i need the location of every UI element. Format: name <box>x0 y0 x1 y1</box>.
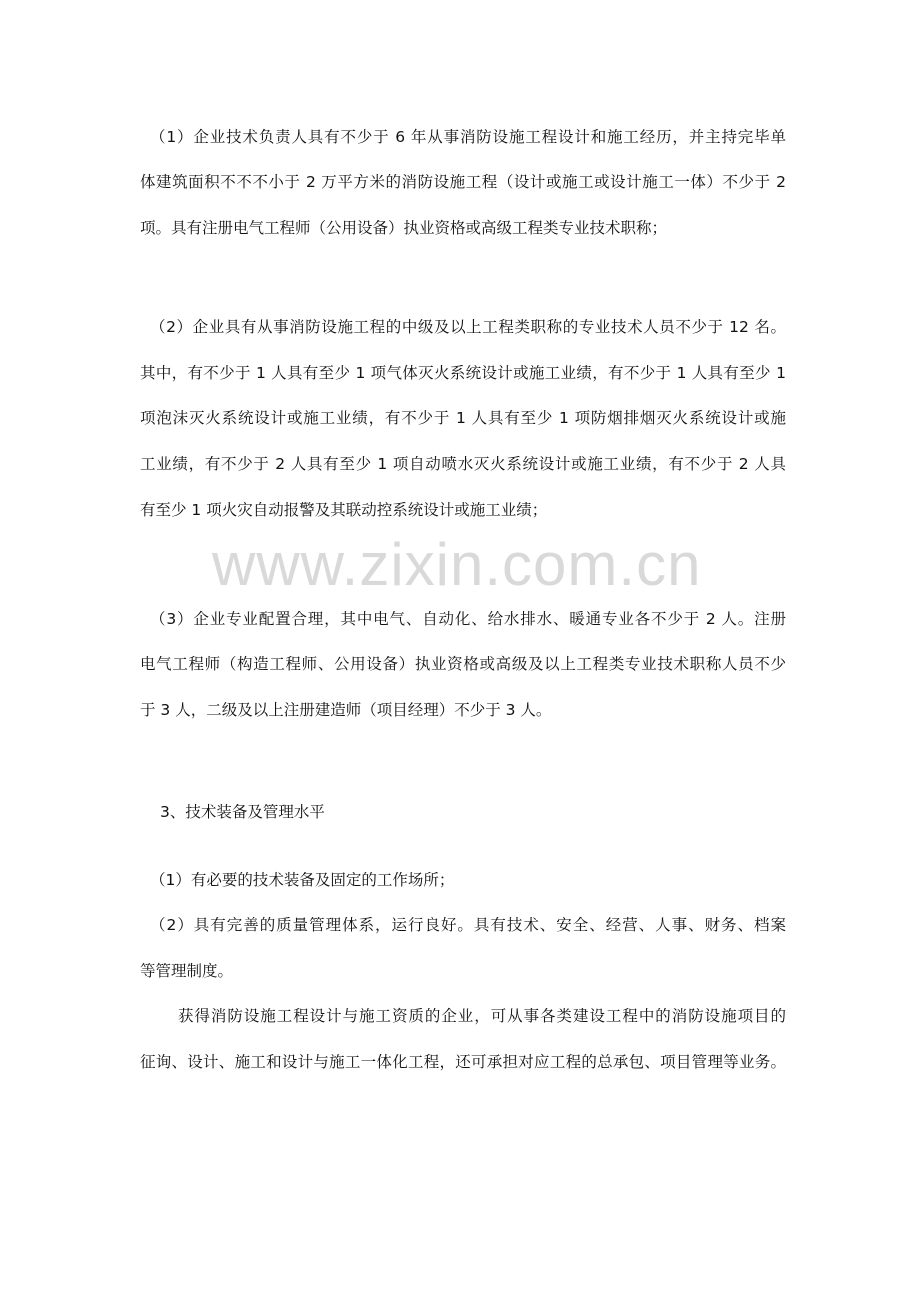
section-heading: 3、技术装备及管理水平 <box>160 803 325 821</box>
paragraph-line: 电气工程师（构造工程师、公用设备）执业资格或高级及以上工程类专业技术职称人员不少 <box>140 655 786 673</box>
paragraph-line: 工业绩，有不少于 2 人具有至少 1 项自动喷水灭火系统设计或施工业绩，有不少于 2 人具 <box>140 455 786 473</box>
paragraph-line: （3）企业专业配置合理，其中电气、自动化、给水排水、暖通专业各不少于 2 人。注册 <box>150 610 786 628</box>
paragraph-line: 体建筑面积不不不小于 2 万平方米的消防设施工程（设计或施工或设计施工一体）不少于 2 <box>140 173 786 191</box>
paragraph-line: 项。具有注册电气工程师（公用设备）执业资格或高级工程类专业技术职称； <box>140 219 668 237</box>
paragraph-line: （1）企业技术负责人具有不少于 6 年从事消防设施工程设计和施工经历，并主持完毕单 <box>150 128 786 146</box>
paragraph-line: 征询、设计、施工和设计与施工一体化工程，还可承担对应工程的总承包、项目管理等业务。 <box>140 1053 786 1071</box>
paragraph-line: 等管理制度。 <box>140 962 234 980</box>
paragraph-line: 项泡沫灭火系统设计或施工业绩，有不少于 1 人具有至少 1 项防烟排烟灭火系统设计或施 <box>140 409 786 427</box>
paragraph-line: 于 3 人，二级及以上注册建造师（项目经理）不少于 3 人。 <box>140 701 552 719</box>
paragraph-line: 其中，有不少于 1 人具有至少 1 项气体灭火系统设计或施工业绩，有不少于 1 人具有至少 1 <box>140 364 786 382</box>
paragraph-line: 有至少 1 项火灾自动报警及其联动控系统设计或施工业绩； <box>140 501 548 519</box>
paragraph-line: 获得消防设施工程设计与施工资质的企业，可从事各类建设工程中的消防设施项目的 <box>178 1007 786 1025</box>
paragraph-line: （2）企业具有从事消防设施工程的中级及以上工程类职称的专业技术人员不少于 12 名。 <box>150 318 786 336</box>
paragraph-line: （1）有必要的技术装备及固定的工作场所； <box>150 871 455 889</box>
paragraph-line: （2）具有完善的质量管理体系，运行良好。具有技术、安全、经营、人事、财务、档案 <box>150 916 786 934</box>
watermark: www.zixin.com.cn <box>212 531 702 598</box>
